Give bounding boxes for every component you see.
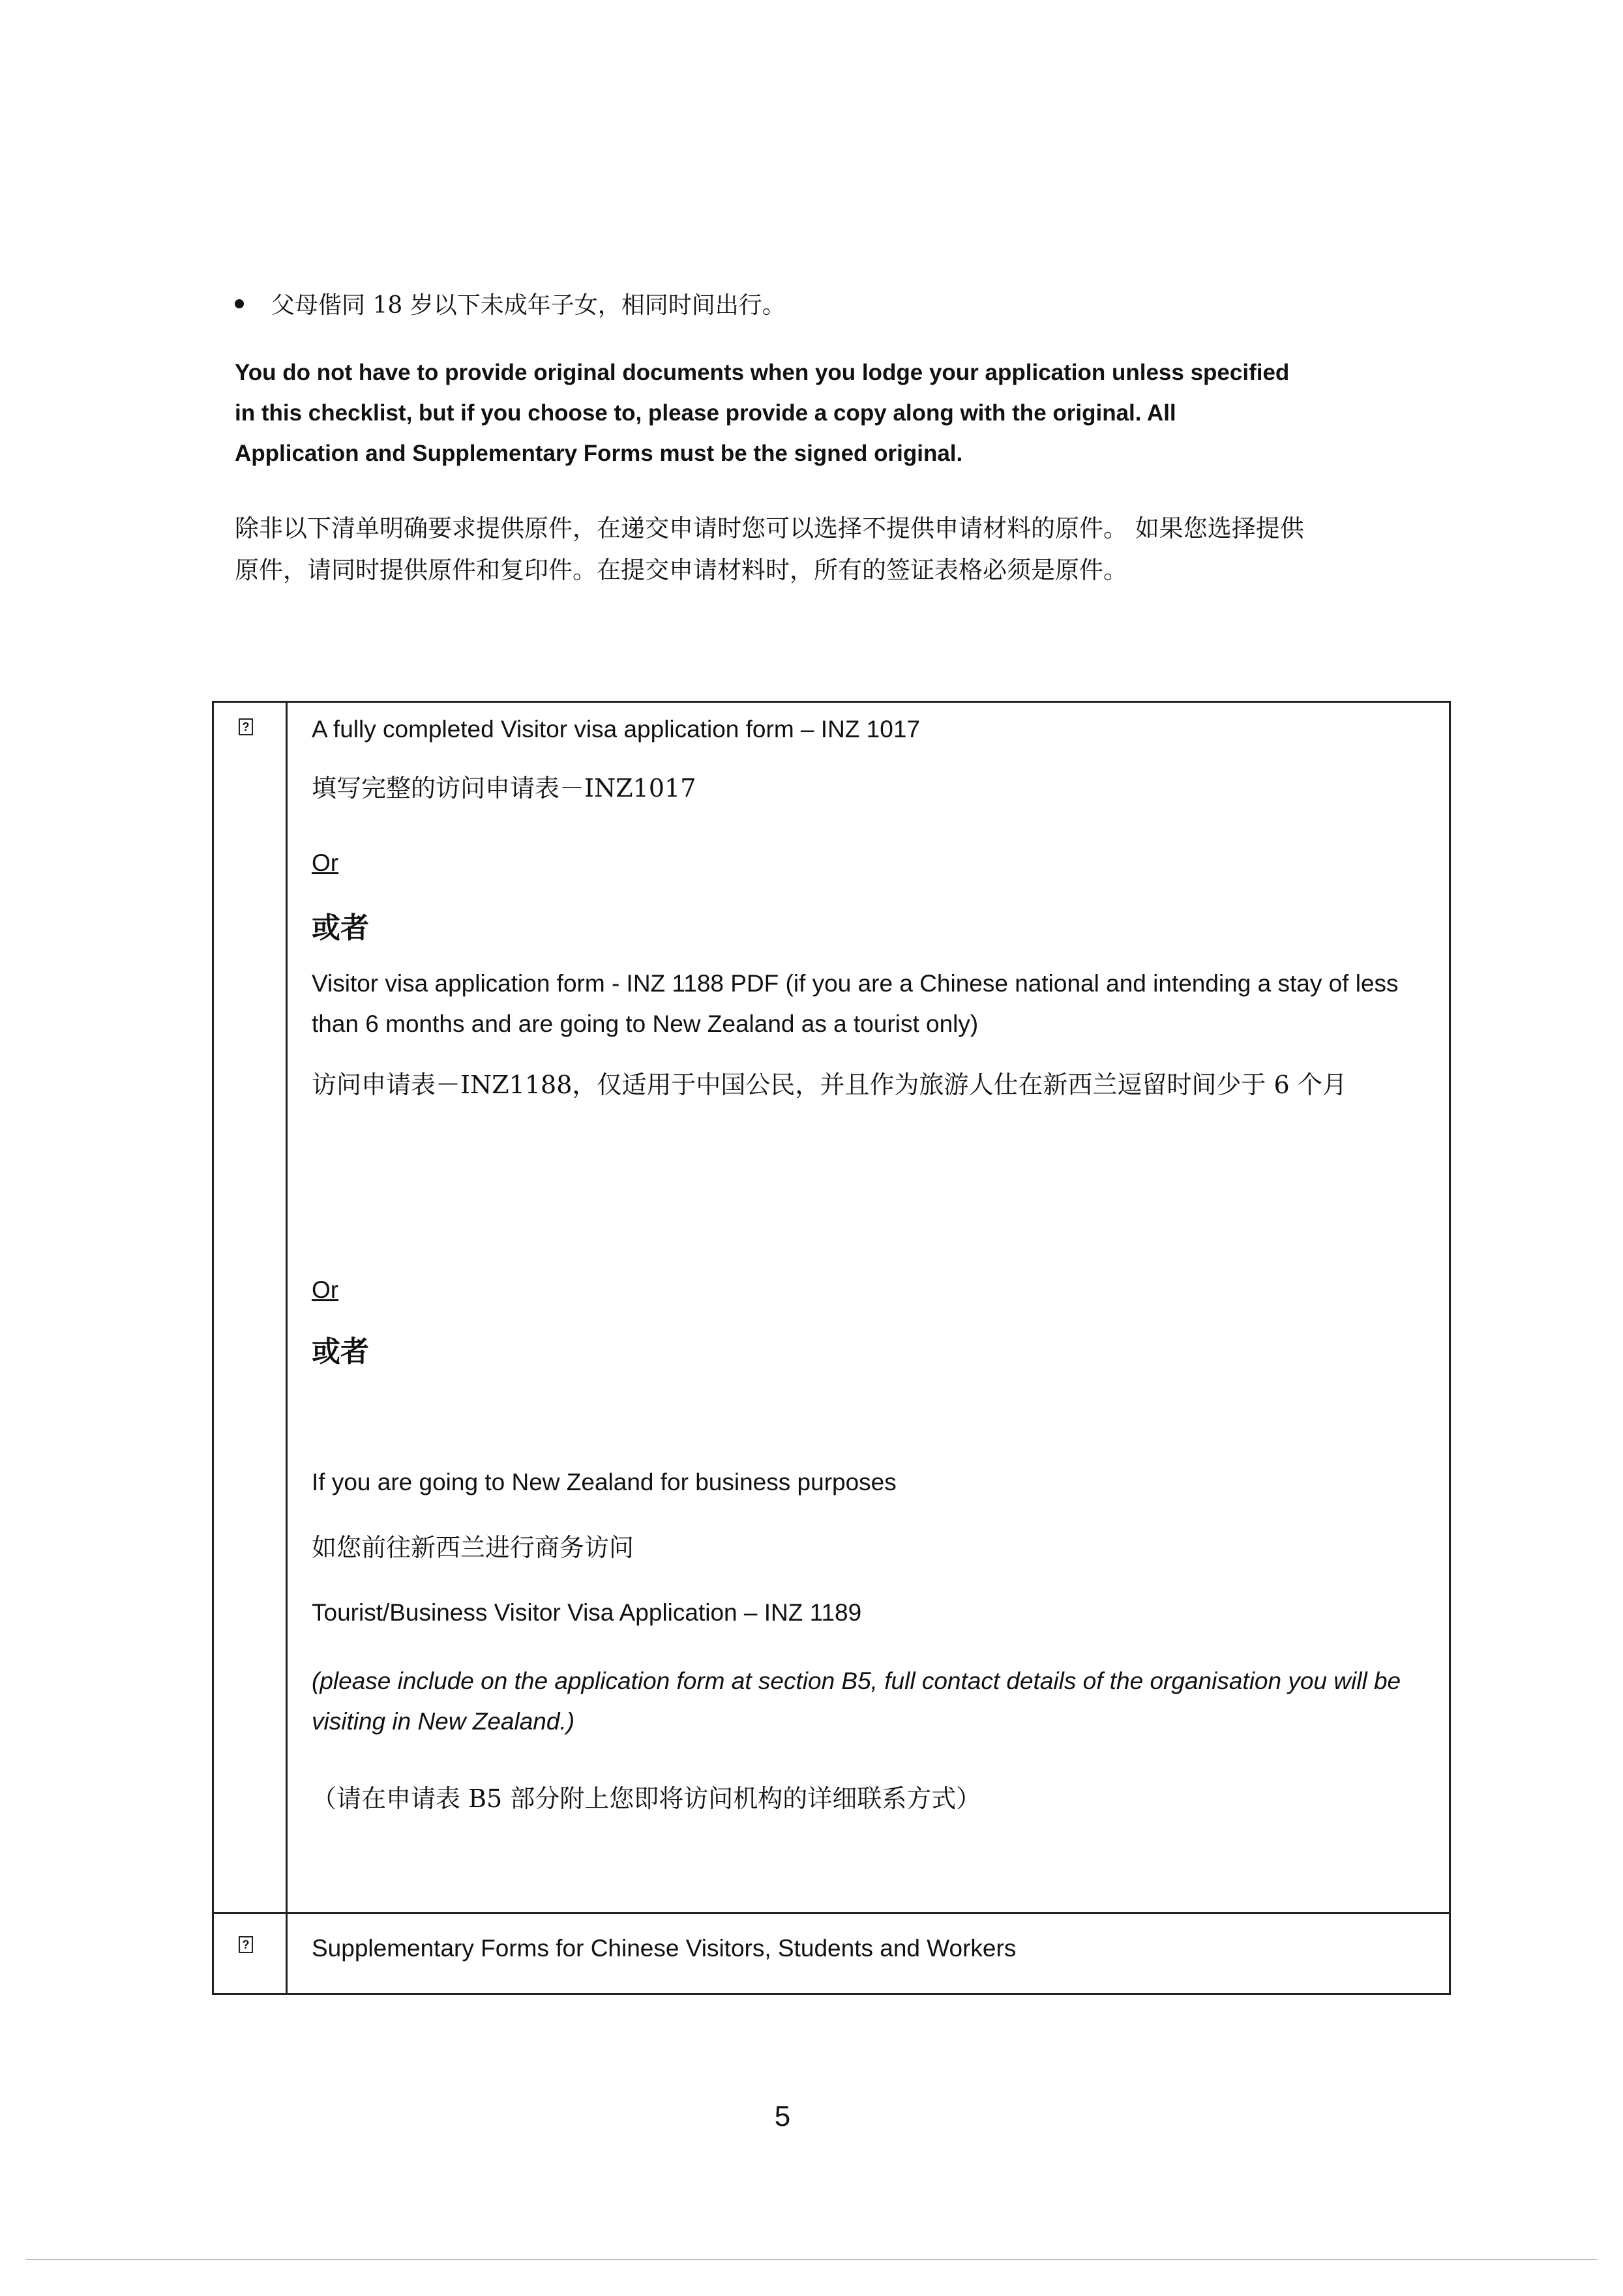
column-divider bbox=[286, 703, 288, 1993]
checklist-table bbox=[212, 701, 1451, 1995]
bottom-rule bbox=[26, 2259, 1597, 2260]
supplementary-forms-item: Supplementary Forms for Chinese Visitors, Students and Workers bbox=[312, 1935, 1017, 1962]
bullet-icon bbox=[235, 299, 244, 308]
checkbox-icon[interactable]: ? bbox=[239, 1936, 253, 1953]
original-documents-note-en: You do not have to provide original documents when you lodge your application unless specified in this checklist, but if you choose to, please provide a copy along with the original. All Application and Supplementary Forms must be the signed original. bbox=[235, 360, 1290, 466]
bullet-text: 父母偕同 18 岁以下未成年子女，相同时间出行。 bbox=[271, 292, 786, 319]
page-number: 5 bbox=[774, 2100, 791, 2132]
intro-section bbox=[235, 287, 1304, 591]
bullet-item bbox=[235, 287, 1304, 320]
checkbox-icon[interactable]: ? bbox=[239, 718, 253, 735]
item-inz1188-cn: 访问申请表－INZ1188，仅适用于中国公民，并且作为旅游人仕在新西兰逗留时间少于 6 个月 bbox=[312, 1070, 1347, 1099]
or-label-2-cn: 或者 bbox=[312, 1335, 369, 1368]
item-inz1189: Tourist/Business Visitor Visa Application – INZ 1189 bbox=[312, 1599, 862, 1626]
section-b5-note-cn: （请在申请表 B5 部分附上您即将访问机构的详细联系方式） bbox=[312, 1784, 981, 1813]
row-divider bbox=[214, 1912, 1449, 1914]
or-label-1-cn: 或者 bbox=[312, 911, 369, 945]
section-b5-note-en: (please include on the application form at section B5, full contact details of the organisation you will be visiting in New Zealand.) bbox=[312, 1668, 1401, 1735]
business-purpose-cn: 如您前往新西兰进行商务访问 bbox=[312, 1533, 634, 1562]
or-label-2: Or bbox=[312, 1276, 339, 1303]
item-inz1017-cn: 填写完整的访问申请表－INZ1017 bbox=[312, 774, 696, 802]
item-inz1017-en: A fully completed Visitor visa application form – INZ 1017 bbox=[312, 716, 920, 743]
business-purpose-en: If you are going to New Zealand for business purposes bbox=[312, 1469, 897, 1495]
item-inz1188-en: Visitor visa application form - INZ 1188 PDF (if you are a Chinese national and intending a stay of less than 6 months and are going to New Zealand as a tourist only) bbox=[312, 970, 1399, 1037]
or-label-1: Or bbox=[312, 849, 339, 876]
original-documents-note-cn: 除非以下清单明确要求提供原件，在递交申请时您可以选择不提供申请材料的原件。 如果您选择提供原件，请同时提供原件和复印件。在提交申请材料时，所有的签证表格必须是原件。 bbox=[235, 514, 1304, 584]
